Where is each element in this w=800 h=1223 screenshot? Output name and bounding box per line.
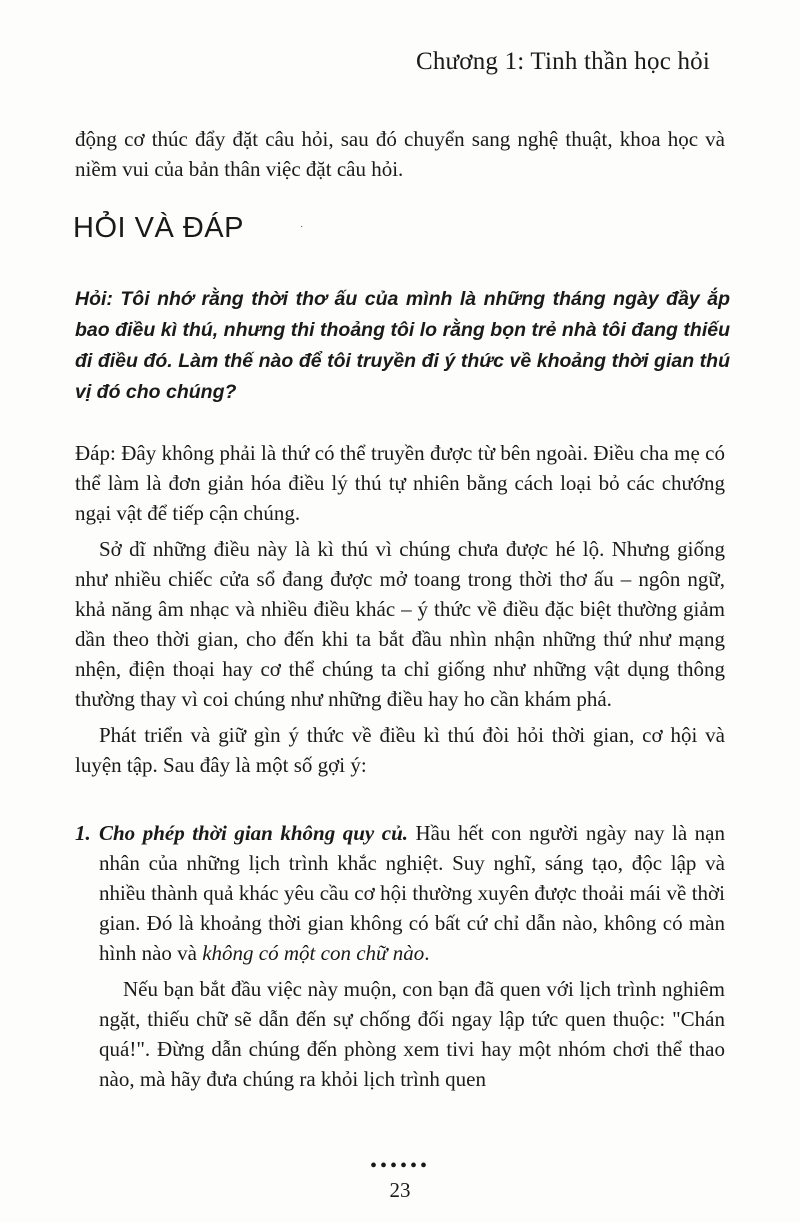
intro-line-1: động cơ thúc đẩy đặt câu hỏi, sau đó chuyển sang nghệ thuật, khoa học và xyxy=(75,127,725,151)
intro-paragraph xyxy=(75,124,725,184)
list-item-title: Cho phép thời gian không quy củ. xyxy=(99,821,408,845)
list-item-1-continuation: Nếu bạn bắt đầu việc này muộn, con bạn đã quen với lịch trình nghiêm ngặt, thiếu chữ sẽ dẫn đến sự chống đối ngay lập tức quen thuộc: "Chán quá!". Đừng dẫn chúng đến phòng xem tivi hay một nhóm chơi thể thao nào, mà hãy đưa chúng ra khỏi lịch trình quen xyxy=(99,977,725,1091)
list-item-1 xyxy=(75,818,725,968)
answer-paragraph-3: Phát triển và giữ gìn ý thức về điều kì thú đòi hỏi thời gian, cơ hội và luyện tập. Sau đây là một số gợi ý: xyxy=(75,723,725,777)
list-item-body: Hầu hết con người ngày nay là nạn nhân của những lịch trình khắc nghiệt. Suy nghĩ, sáng tạo, độc lập và nhiều thành quả khác yêu cầu cơ hội thường xuyên được thoải mái về thời gian. Đó là khoảng thời gian không có bất cứ chỉ dẫn nào, không có màn hình nào và xyxy=(99,821,725,965)
list-item-end: . xyxy=(424,941,430,965)
intro-line-2: niềm vui của bản thân việc đặt câu hỏi. xyxy=(75,157,404,181)
list-item-number: 1. xyxy=(75,821,91,845)
suggestion-list xyxy=(75,818,725,1094)
answer-paragraph-1: Đáp: Đây không phải là thứ có thể truyền được từ bên ngoài. Điều cha mẹ có thể làm là đơn giản hóa điều lý thú tự nhiên bằng cách loại bỏ các chướng ngại vật để tiếp cận chúng. xyxy=(75,441,725,525)
footer-ornament: •••••• xyxy=(369,1155,430,1177)
answer-paragraph-2: Sở dĩ những điều này là kì thú vì chúng chưa được hé lộ. Nhưng giống như nhiều chiếc cửa sổ đang được mở toang trong thời thơ ấu – ngôn ngữ, khả năng âm nhạc và nhiều điều khác – ý thức về điều đặc biệt thường giảm dần theo thời gian, cho đến khi ta bắt đầu nhìn nhận những thứ như mạng nhện, điện thoại hay cơ thể chúng ta chỉ giống như những vật dụng thông thường thay vì coi chúng như những điều hay ho cần khám phá. xyxy=(75,537,725,711)
question-paragraph: Hỏi: Tôi nhớ rằng thời thơ ấu của mình là những tháng ngày đầy ắp bao điều kì thú, nhưng thi thoảng tôi lo rằng bọn trẻ nhà tôi đang thiếu đi điều đó. Làm thế nào để tôi truyền đi ý thức về khoảng thời gian thú vị đó cho chúng? xyxy=(75,288,730,403)
running-head: Chương 1: Tinh thần học hỏi xyxy=(415,48,710,75)
stray-mark: ˙ xyxy=(300,225,304,236)
page-number: 23 xyxy=(389,1178,411,1202)
list-item-emphasis: không có một con chữ nào xyxy=(202,941,425,965)
answer-section xyxy=(75,438,725,780)
section-heading: HỎI VÀ ĐÁP xyxy=(73,212,244,244)
